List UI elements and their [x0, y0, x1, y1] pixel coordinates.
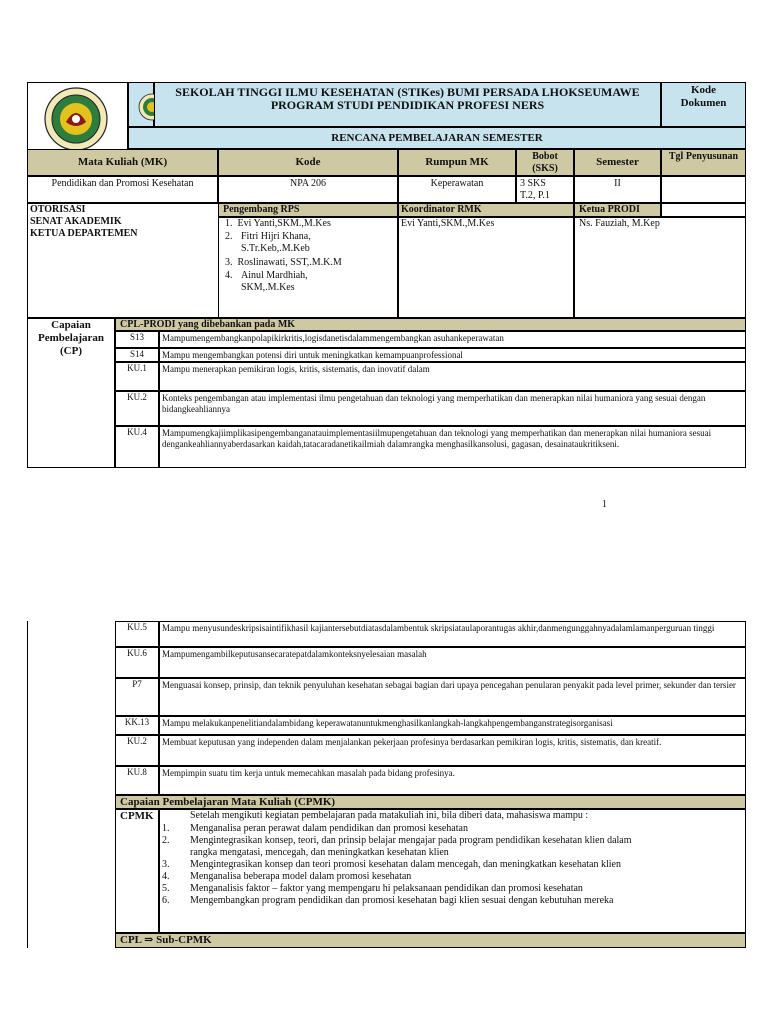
- cpl-code: KU.6: [127, 648, 147, 658]
- cpl-code-cell: [115, 348, 159, 362]
- cpmk-item: [162, 835, 632, 847]
- left-margin-line: [27, 621, 28, 948]
- cpmk-content-cell: [159, 809, 746, 933]
- cpl-text-cell: [159, 348, 746, 362]
- college-seal-logo: [36, 86, 116, 152]
- course-header-bobot: Bobot (SKS): [516, 149, 574, 176]
- cpl-text-cell: [159, 391, 746, 426]
- cpmk-header: Capaian Pembelajaran Mata Kuliah (CPMK): [120, 796, 336, 808]
- header-title-cell: [154, 82, 661, 127]
- cpl-text: Membuat keputusan yang independen dalam menjalankan pekerjaan profesinya berdasarkan pemikiran logis, kritis, sistematis, dan kreatif.: [162, 737, 662, 747]
- cpl-text-cell: [159, 647, 746, 678]
- course-header-rumpun: Rumpun MK: [398, 149, 516, 176]
- cpl-subcpmk-cell: [115, 933, 746, 948]
- cpl-code-cell: [115, 647, 159, 678]
- cpl-code-cell: [115, 426, 159, 468]
- cpmk-item-number: 6.: [162, 895, 170, 906]
- koordinator-cell: [398, 217, 574, 318]
- ketua-departemen-line: KETUA DEPARTEMEN: [30, 228, 138, 239]
- course-value-bobot: 3 SKS T.2, P.1: [516, 176, 574, 203]
- cpl-text-cell: [159, 621, 746, 647]
- cpl-code-cell: [115, 362, 159, 391]
- cpl-text-cell: [159, 426, 746, 468]
- cpl-text-cell: [159, 678, 746, 716]
- course-value-semester: II: [574, 176, 661, 203]
- cpmk-item-text: rangka mengatasi, mencegah, dan meningkatkan kesehatan klien: [190, 847, 449, 858]
- cpl-code: KK.13: [124, 717, 150, 727]
- kode-dokumen-cell: [661, 82, 746, 127]
- cpmk-item: [162, 883, 583, 895]
- cpmk-item-number: 2.: [162, 835, 170, 846]
- cpl-code: KU.2: [127, 736, 147, 746]
- logo-cell: [27, 82, 128, 155]
- cpl-text: Mampu mengembangkan potensi diri untuk meningkatkan kemampuanprofessional: [162, 350, 463, 360]
- cpl-code-cell: [115, 716, 159, 735]
- course-header-kode: Kode: [218, 149, 398, 176]
- cpl-text: Mampumengembangkanpolapikirkritis,logisdanetisdalammengembangkan asuhankeperawatan: [162, 333, 504, 343]
- cpl-code: S13: [129, 332, 144, 342]
- cpl-code: KU.8: [127, 767, 147, 777]
- cpmk-item: [162, 871, 411, 883]
- cpmk-item-text: Menganalisa beberapa model dalam promosi kesehatan: [190, 871, 412, 882]
- cpmk-item: [162, 859, 621, 871]
- cpl-header-cell: [115, 318, 746, 331]
- cpl-code: KU.2: [127, 392, 147, 402]
- cpl-code: P7: [132, 679, 142, 689]
- capaian-label-cell: [27, 318, 115, 468]
- cpl-text-cell: [159, 362, 746, 391]
- cpl-text: Mampu menerapkan pemikiran logis, kritis, sistematis, dan inovatif dalam: [162, 364, 430, 374]
- course-header-semester: Semester: [574, 149, 661, 176]
- cpmk-item-number: 4.: [162, 871, 170, 882]
- cpl-text-cell: [159, 766, 746, 795]
- cpl-text: Mampumengkajiimplikasipengembanganatauimplementasiilmupengetahuan dan teknologi yang memperhatikan dan menerapkan nilai humaniora sesuai dengankeahliannyaberdasarkan kaidah,tatacaradanetikailmiah dalamrangka menghasilkansolusi, gagasan, desainataukritikseni.: [162, 428, 712, 449]
- cpmk-item-text: Mengembangkan program pendidikan dan promosi kesehatan bagi klien sesuai dengan kebutuhan mereka: [190, 895, 614, 906]
- ketua-header-cell: Ketua PRODI: [574, 203, 661, 217]
- kode-dokumen-label: Kode Dokumen: [680, 84, 727, 109]
- cpl-text-cell: [159, 735, 746, 766]
- koordinator-name: Evi Yanti,SKM.,M.Kes: [401, 218, 495, 229]
- program-name: PROGRAM STUDI PENDIDIKAN PROFESI NERS: [270, 98, 545, 112]
- cpmk-item-number: 3.: [162, 859, 170, 870]
- ketua-header-blank: [661, 203, 746, 217]
- cpmk-item: [162, 823, 468, 835]
- pengembang-item: 3. Roslinawati, SST,.M.K.M: [225, 257, 342, 268]
- cpl-code: KU.5: [127, 622, 147, 632]
- cpl-text: Menguasai konsep, prinsip, dan teknik penyuluhan kesehatan sebagai bagian dari upaya pencegahan penularan penyakit pada level primer, sekunder dan tersier: [162, 680, 736, 690]
- cpl-code-cell: [115, 735, 159, 766]
- cpmk-item-text: Menganalisis faktor – faktor yang mempengaru hi pelaksanaan pendidikan dan promosi kesehatan: [190, 883, 583, 894]
- cpl-text: Mempimpin suatu tim kerja untuk memecahkan masalah pada bidang profesinya.: [162, 768, 455, 778]
- cpmk-item-text: Mengintegrasikan konsep dan teori promosi kesehatan dalam mencegah, dan meningkatkan kesehatan klien: [190, 859, 621, 870]
- cpl-code-cell: [115, 678, 159, 716]
- cpl-subcpmk-label: CPL ⇒ Sub-CPMK: [120, 934, 212, 946]
- cpmk-item: [162, 847, 449, 859]
- pengembang-item: 4. Ainul Mardhiah, SKM,.M.Kes: [225, 270, 308, 293]
- cpl-code: KU.1: [127, 363, 147, 373]
- pengembang-list-cell: [218, 217, 398, 318]
- cpl-text: Konteks pengembangan atau implementasi ilmu pengetahuan dan teknologi yang memperhatikan dan menerapkan nilai humaniora yang sesuai dengan bidangkeahliannya: [162, 393, 706, 414]
- course-value-kode: NPA 206: [218, 176, 398, 203]
- cpl-code-cell: [115, 391, 159, 426]
- rps-title-row: [128, 127, 746, 149]
- course-value-tgl: [661, 176, 746, 203]
- capaian-label: Capaian Pembelajaran (CP): [38, 319, 104, 357]
- cpl-code: S14: [129, 349, 144, 359]
- page-number: 1: [602, 499, 607, 510]
- cpmk-label: CPMK: [120, 810, 154, 822]
- cpmk-item-text: Menganalisa peran perawat dalam pendidikan dan promosi kesehatan: [190, 823, 468, 834]
- course-header-tgl: Tgl Penyusunan: [661, 149, 746, 176]
- institution-name: SEKOLAH TINGGI ILMU KESEHATAN (STIKes) BUMI PERSADA LHOKSEUMAWE: [175, 85, 640, 99]
- pengembang-item: 2. Fitri Hijri Khana, S.Tr.Keb,.M.Keb: [225, 231, 311, 254]
- otorisasi-line: OTORISASI: [30, 204, 86, 215]
- cpl-text: Mampumengambilkeputusansecaratepatdalamkonteksnyelesaian masalah: [162, 649, 427, 659]
- ketua-cell: [574, 217, 746, 318]
- cpl-text-cell: [159, 716, 746, 735]
- koordinator-header-cell: Koordinator RMK: [398, 203, 574, 217]
- course-value-mk: Pendidikan dan Promosi Kesehatan: [27, 176, 218, 203]
- cpmk-item-number: 5.: [162, 883, 170, 894]
- otorisasi-cell: [27, 203, 218, 318]
- cpmk-item-text: Mengintegrasikan konsep, teori, dan prinsip belajar mengajar pada program pendidikan kesehatan klien dalam: [190, 835, 632, 846]
- cpmk-intro: Setelah mengikuti kegiatan pembelajaran pada matakuliah ini, bila diberi data, mahasiswa mampu :: [190, 810, 589, 821]
- pengembang-item: 1. Evi Yanti,SKM.,M.Kes: [225, 218, 331, 229]
- cpl-code-cell: [115, 621, 159, 647]
- cpmk-item: [162, 895, 613, 907]
- cpl-code-cell: [115, 331, 159, 348]
- senat-akademik-line: SENAT AKADEMIK: [30, 216, 122, 227]
- cpl-text: Mampu melakukanpenelitiandalambidang keperawatanuntukmenghasilkanlangkah-langkahpengembanganstrategisorganisasi: [162, 718, 613, 728]
- cpmk-item-number: 1.: [162, 823, 170, 834]
- course-value-rumpun: Keperawatan: [398, 176, 516, 203]
- cpl-text: Mampu menyusundeskripsisaintifikhasil kajiantersebutdiatasdalambentuk skripsiataulaporantugas akhir,danmengunggahnyadalamlamanperguruan tinggi: [162, 623, 715, 633]
- rps-title: RENCANA PEMBELAJARAN SEMESTER: [331, 132, 543, 144]
- course-header-mk: Mata Kuliah (MK): [27, 149, 218, 176]
- ketua-name: Ns. Fauziah, M.Kep: [579, 218, 660, 229]
- cpl-code-cell: [115, 766, 159, 795]
- cpl-code: KU.4: [127, 427, 147, 437]
- cpmk-header-cell: [115, 795, 746, 809]
- cpmk-label-cell: [115, 809, 159, 933]
- cpl-text-cell: [159, 331, 746, 348]
- cpl-header: CPL-PRODI yang dibebankan pada MK: [120, 319, 296, 330]
- pengembang-header-cell: Pengembang RPS: [218, 203, 398, 217]
